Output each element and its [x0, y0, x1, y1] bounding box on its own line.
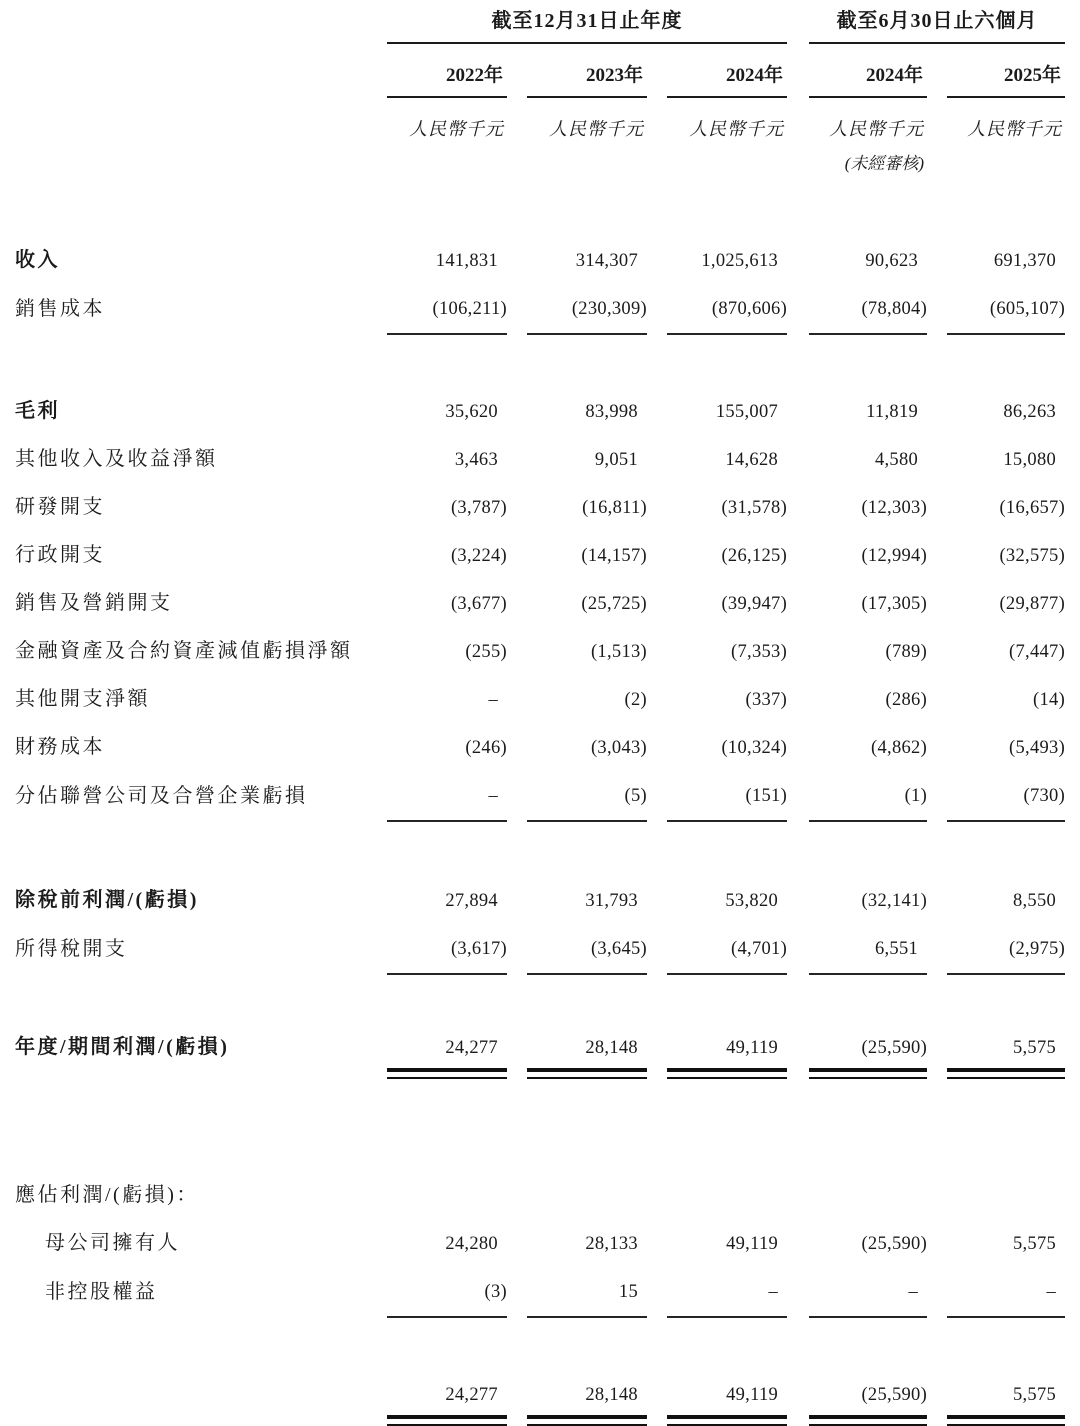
year-header-row: [15, 43, 1065, 97]
cell-value: (4,701): [731, 939, 788, 959]
cell-value: 28,148: [585, 1038, 638, 1058]
cell-value: 90,623: [865, 251, 919, 271]
cell-value: 35,620: [445, 402, 498, 422]
row-share-of-losses: [15, 765, 1065, 821]
cell-value: (25,590): [861, 1038, 928, 1058]
cell-value: 3,463: [454, 450, 498, 470]
row-label: 研發開支: [15, 496, 105, 518]
cell-value: (14): [1033, 690, 1066, 710]
cell-value: (870,606): [711, 299, 788, 319]
cell-value: (39,947): [721, 594, 788, 614]
cell-value: 24,277: [445, 1385, 498, 1405]
double-rule: [947, 1415, 1065, 1426]
cell-value: (25,590): [861, 1234, 928, 1254]
row-label: 分佔聯營公司及合營企業虧損: [15, 785, 308, 807]
cell-value: (3,645): [590, 939, 647, 959]
cell-value: (5,493): [1009, 738, 1066, 758]
cell-value: 11,819: [866, 402, 919, 422]
row-label: [15, 1364, 387, 1412]
double-rule: [527, 1068, 647, 1079]
double-rule: [809, 1068, 927, 1079]
unit-label: 人民幣千元: [967, 119, 1063, 139]
cell-value: 691,370: [993, 251, 1057, 271]
row-label: 所得稅開支: [15, 938, 128, 960]
cell-value: (3,787): [450, 498, 507, 518]
cell-value: (2,975): [1009, 939, 1066, 959]
double-rule: [667, 1068, 787, 1079]
cell-value: (5): [624, 786, 647, 806]
row-label: 年度/期間利潤/(虧損): [15, 1036, 230, 1058]
row-gross-profit: [15, 381, 1065, 429]
cell-value: –: [768, 1282, 779, 1302]
cell-value: 28,148: [585, 1385, 638, 1405]
row-non-controlling-interests: [15, 1261, 1065, 1317]
row-selling-marketing-expenses: [15, 573, 1065, 621]
cell-value: (106,211): [432, 299, 507, 319]
row-attributable-total: [15, 1364, 1065, 1412]
double-rule: [527, 1415, 647, 1426]
income-statement-table: [15, 4, 1065, 1426]
cell-value: (255): [465, 642, 507, 662]
cell-value: (32,141): [861, 891, 928, 911]
cell-value: 155,007: [715, 402, 779, 422]
cell-value: 5,575: [1012, 1234, 1057, 1254]
cell-value: 24,277: [445, 1038, 498, 1058]
cell-value: (29,877): [999, 594, 1066, 614]
cell-value: (3,677): [450, 594, 507, 614]
column-header-2024-interim: 2024年: [809, 43, 927, 97]
cell-value: (337): [745, 690, 788, 710]
row-finance-costs: [15, 717, 1065, 765]
row-impairment-losses: [15, 621, 1065, 669]
row-label: 行政開支: [15, 544, 105, 566]
row-admin-expenses: [15, 525, 1065, 573]
cell-value: (246): [465, 738, 507, 758]
cell-value: (4,862): [871, 738, 928, 758]
row-rd-expenses: [15, 477, 1065, 525]
row-label: 毛利: [15, 400, 60, 422]
cell-value: –: [488, 786, 498, 806]
cell-value: (3): [484, 1282, 507, 1302]
unit-label: 人民幣千元: [689, 119, 785, 139]
cell-value: –: [488, 690, 498, 710]
cell-value: 28,133: [585, 1234, 638, 1254]
row-label: 應佔利潤/(虧損)：: [15, 1184, 199, 1206]
cell-value: (25,590): [861, 1385, 928, 1405]
cell-value: (25,725): [581, 594, 647, 614]
row-label: 母公司擁有人: [45, 1232, 180, 1254]
cell-value: (31,578): [721, 498, 788, 518]
row-owners-of-parent: [15, 1213, 1065, 1261]
cell-value: (78,804): [861, 299, 928, 319]
double-rule: [667, 1415, 787, 1426]
cell-value: 314,307: [575, 251, 638, 271]
row-other-expenses-net: [15, 669, 1065, 717]
row-label: 金融資產及合約資產減值虧損淨額: [15, 640, 353, 662]
column-group-interim: 截至6月30日止六個月: [809, 4, 1065, 43]
cell-value: 53,820: [725, 891, 779, 911]
cell-value: 4,580: [874, 450, 919, 470]
cell-value: (16,657): [999, 498, 1066, 518]
unaudited-label: (未經審核): [844, 154, 925, 173]
cell-value: 5,575: [1012, 1385, 1057, 1405]
currency-unit-row: [15, 97, 1065, 141]
cell-value: 15,080: [1003, 450, 1057, 470]
row-label: 其他開支淨額: [15, 688, 150, 710]
double-rule-row: [15, 1065, 1065, 1079]
cell-value: 141,831: [435, 251, 498, 271]
cell-value: (230,309): [571, 299, 647, 319]
cell-value: (17,305): [861, 594, 928, 614]
cell-value: (1): [904, 786, 928, 806]
unit-label: 人民幣千元: [829, 119, 925, 139]
row-label: 非控股權益: [45, 1281, 158, 1303]
cell-value: 83,998: [585, 402, 638, 422]
cell-value: (10,324): [721, 738, 788, 758]
cell-value: (32,575): [999, 546, 1066, 566]
cell-value: 9,051: [594, 450, 638, 470]
cell-value: (730): [1023, 786, 1066, 806]
cell-value: 49,119: [726, 1234, 779, 1254]
row-cost-of-sales: [15, 278, 1065, 334]
row-label: 銷售及營銷開支: [15, 592, 173, 614]
cell-value: 15: [618, 1282, 638, 1302]
column-header-2023: 2023年: [527, 43, 647, 97]
cell-value: –: [908, 1282, 919, 1302]
cell-value: 5,575: [1012, 1038, 1057, 1058]
double-rule: [387, 1068, 507, 1079]
double-rule: [947, 1068, 1065, 1079]
row-label: 收入: [15, 249, 60, 271]
unit-label: 人民幣千元: [549, 119, 644, 139]
cell-value: (1,513): [590, 642, 647, 662]
cell-value: 49,119: [726, 1385, 779, 1405]
column-header-2025-interim: 2025年: [947, 43, 1065, 97]
row-other-income-net: [15, 429, 1065, 477]
row-profit-for-period: [15, 1017, 1065, 1065]
cell-value: (789): [885, 642, 928, 662]
double-rule-row: [15, 1412, 1065, 1426]
column-header-2024: 2024年: [667, 43, 787, 97]
unaudited-note-row: [15, 141, 1065, 174]
cell-value: (286): [885, 690, 928, 710]
cell-value: (3,043): [590, 738, 647, 758]
row-label: 除稅前利潤/(虧損): [15, 889, 199, 911]
row-label: 財務成本: [15, 736, 105, 758]
row-attributable-heading: [15, 1165, 1065, 1213]
row-label: 其他收入及收益淨額: [15, 448, 218, 470]
double-rule: [387, 1415, 507, 1426]
cell-value: 49,119: [726, 1038, 779, 1058]
cell-value: 1,025,613: [701, 251, 779, 271]
row-revenue: [15, 230, 1065, 278]
cell-value: (2): [624, 690, 647, 710]
period-group-header-row: [15, 4, 1065, 43]
cell-value: (3,224): [450, 546, 507, 566]
double-rule: [809, 1415, 927, 1426]
cell-value: 27,894: [445, 891, 498, 911]
row-profit-before-tax: [15, 870, 1065, 918]
cell-value: 6,551: [874, 939, 919, 959]
cell-value: (7,447): [1009, 642, 1066, 662]
row-income-tax-expense: [15, 918, 1065, 974]
unit-label: 人民幣千元: [409, 119, 504, 139]
cell-value: 14,628: [725, 450, 779, 470]
cell-value: –: [1046, 1282, 1057, 1302]
cell-value: 24,280: [445, 1234, 498, 1254]
cell-value: (14,157): [581, 546, 647, 566]
column-group-annual: 截至12月31日止年度: [387, 4, 787, 43]
cell-value: (605,107): [989, 299, 1066, 319]
cell-value: (7,353): [731, 642, 788, 662]
column-header-2022: 2022年: [387, 43, 507, 97]
cell-value: (16,811): [582, 498, 647, 518]
cell-value: (3,617): [450, 939, 507, 959]
cell-value: 86,263: [1003, 402, 1057, 422]
cell-value: (26,125): [721, 546, 788, 566]
row-label: 銷售成本: [15, 298, 105, 320]
cell-value: (12,994): [861, 546, 928, 566]
cell-value: (12,303): [861, 498, 928, 518]
cell-value: 8,550: [1012, 891, 1057, 911]
cell-value: 31,793: [585, 891, 638, 911]
cell-value: (151): [745, 786, 788, 806]
